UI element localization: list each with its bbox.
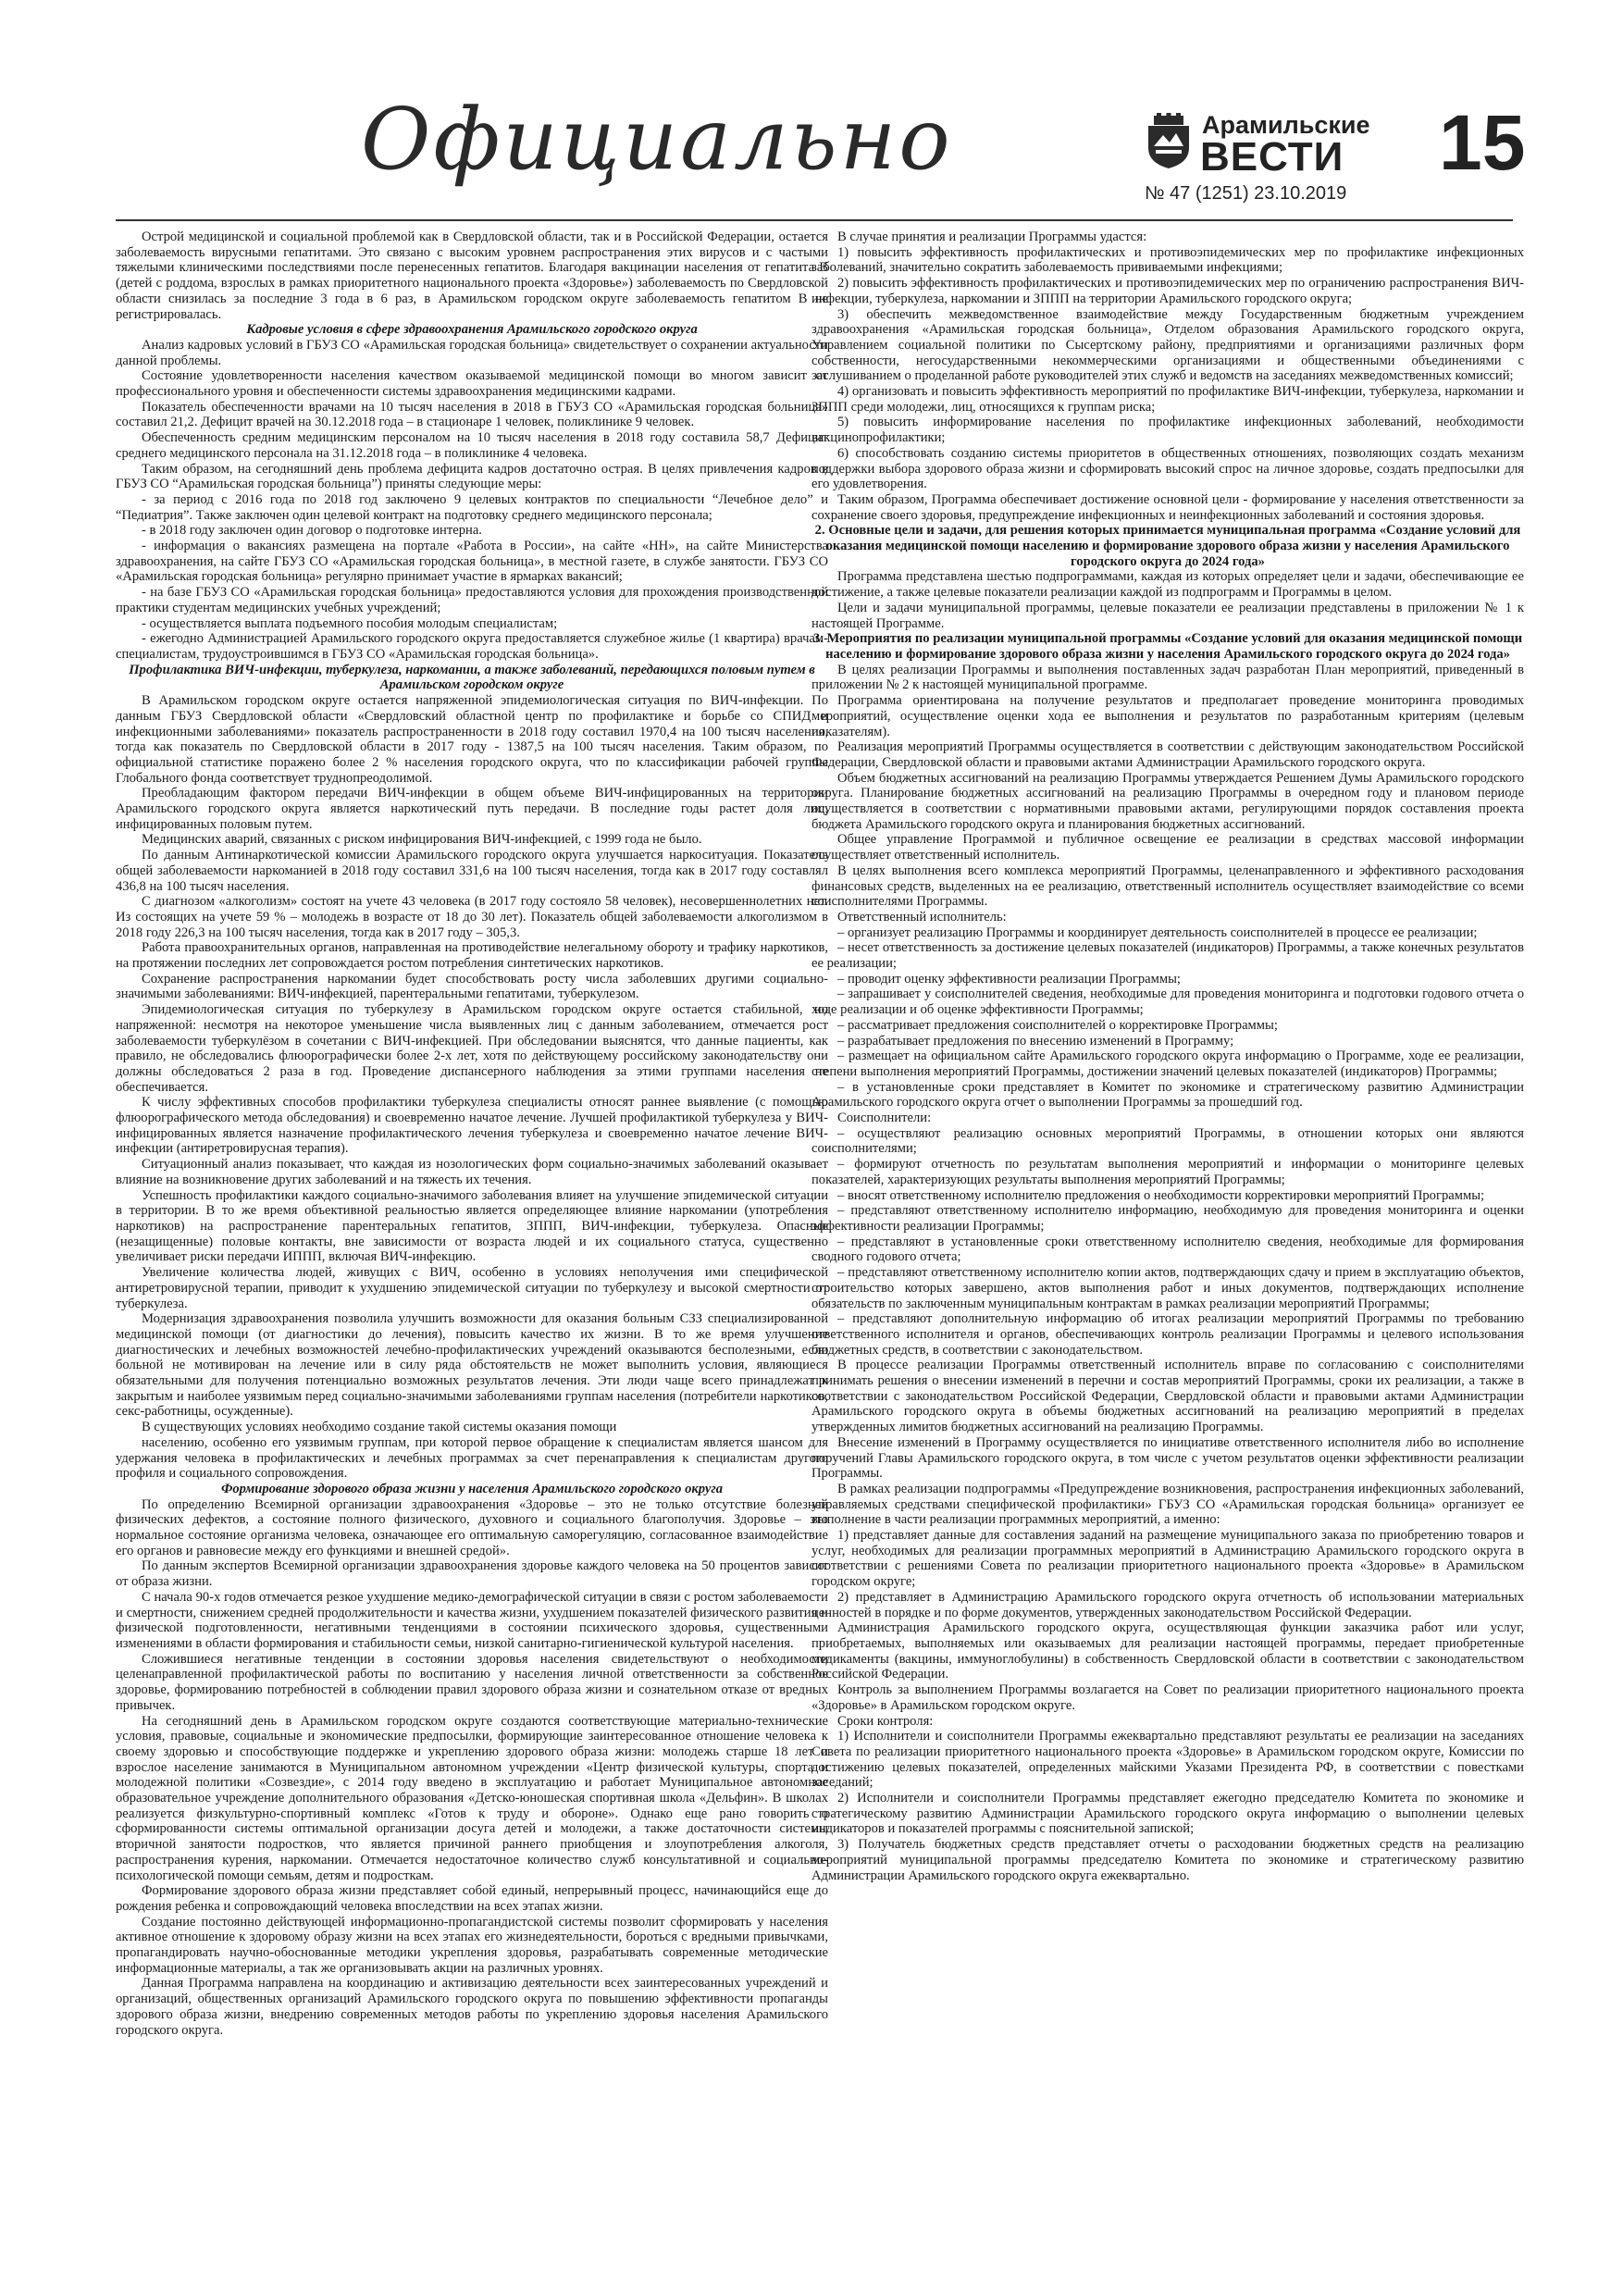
right-text-column	[812, 230, 1524, 2279]
paragraph: Внесение изменений в Программу осуществляется по инициативе ответственного исполнителя либо во исполнение поручений Главы Арамильского городского округа, в том числе с учетом результатов оценки эффективности реализации Программы.	[812, 1434, 1524, 1482]
paragraph: - осуществляется выплата подъемного пособия молодым специалистам;	[142, 615, 558, 631]
paragraph: 2) представляет в Администрацию Арамильского городского округа отчетность об использовании материальных ценностей в порядке и по форме документов, утвержденных законодательством Российской Федерации.	[812, 1589, 1524, 1620]
paragraph: Создание постоянно действующей информационно-пропагандистской системы позволит сформировать у населения активное отношение к здоровому образу жизни на всех этапах его жизнедеятельности, бороться с вредными привычками, пропагандировать научно-обоснованные методики укрепления здоровья, разрабатывать современные методические информационные материалы, а так же организовывать акции на различных уровнях.	[116, 1914, 828, 1976]
paragraph: Работа правоохранительных органов, направленная на противодействие нелегальному обороту и трафику наркотиков, на протяжении последних лет сопровождается ростом потребления синтетических наркотиков.	[116, 940, 828, 972]
paragraph: Эпидемиологическая ситуация по туберкулезу в Арамильском городском округе остается стабильной, но напряженной: несмотря на некоторое уменьшение числа выявленных лиц с данным заболеванием, отмечается рост заболеваемости туберкулёзом в сочетании с ВИЧ-инфекцией. При обследовании выяснятся, что данные пациенты, как правило, не обследовались флюорографически более 2-х лет, хотя по действующему российскому законодательству они должны обследоваться 2 раза в год. Проведение диспансерного наблюдения за этими группами населения не обеспечивается.	[116, 1002, 828, 1095]
paragraph: В целях реализации Программы и выполнения поставленных задач разработан План мероприятий, приведенный в приложении № 2 к настоящей муниципальной программе.	[812, 662, 1524, 693]
section-heading: 3. Мероприятия по реализации муниципальной программы «Создание условий для оказания медицинской помощи населению и формирование здорового образа жизни у населения Арамильского городского округа до 2024 года»	[812, 631, 1523, 662]
paragraph: – представляют ответственному исполнителю копии актов, подтверждающих сдачу и прием в эксплуатацию объектов, строительство которых завершено, актов выполнения работ и иных документов, подтверждающих исполнение обязательств по заключенным муниципальным контрактам в рамках реализации мероприятий Программы;	[812, 1265, 1524, 1311]
logo-word-small: Арамильские	[1202, 111, 1370, 139]
paragraph: – формируют отчетность по результатам выполнения мероприятий и информации о мониторинге целевых показателей, характеризующих результаты выполнения мероприятий Программы;	[812, 1157, 1524, 1187]
paragraph: 5) повысить информирование населения по профилактике инфекционных заболеваний, необходимости вакцинопрофилактики;	[812, 415, 1524, 446]
paragraph: Ситуационный анализ показывает, что каждая из нозологических форм социально-значимых заболеваний оказывает влияние на возникновение других заболеваний и на тяжесть их течения.	[116, 1157, 828, 1187]
paragraph: Увеличение количества людей, живущих с ВИЧ, особенно в условиях неполучения ими специфической антиретровирусной терапии, приводит к ухудшению эпидемической ситуации по туберкулезу и высокой смертности от туберкулеза.	[116, 1265, 828, 1311]
paragraph: Реализация мероприятий Программы осуществляется в соответствии с действующим законодательством Российской Федерации, Свердловской области и правовыми актами Администрации Арамильского городского округа.	[812, 739, 1524, 770]
paragraph: Сроки контроля:	[837, 1713, 934, 1729]
section-heading: Кадровые условия в сфере здравоохранения Арамильского городского округа	[246, 322, 698, 338]
paragraph: 2) Исполнители и соисполнители Программы представляет ежегодно председателю Комитета по экономике и стратегическому развитию Администрации Арамильского городского округа информацию о выполнении целевых индикаторов и показателей программы с пояснительной запиской;	[812, 1791, 1524, 1837]
paragraph: В Арамильском городском округе остается напряженной эпидемиологическая ситуация по ВИЧ-инфекции. По данным ГБУЗ Свердловской области «Свердловский областной центр по профилактике и борьбе со СПИД и инфекционными заболеваниями» показатель распространенности в 2018 году составил 1970,4 на 100 тысяч населения, тогда как показатель по Свердловской области в 2017 году - 1387,5 на 100 тысяч населения. Таким образом, по официальной статистике поражено более 2 % населения городского округа, что по классификации рабочей группы Глобального фонда соответствует труднопреодолимой.	[116, 693, 828, 786]
paragraph: – осуществляют реализацию основных мероприятий Программы, в отношении которых они являются соисполнителями;	[812, 1125, 1524, 1157]
paragraph: Успешность профилактики каждого социально-значимого заболевания влияет на улучшение эпидемической ситуации в территории. В то же время объективной реальностью является определяющее влияние наркомании (употребления наркотиков) на распространение парентеральных гепатитов, ЗППП, ВИЧ-инфекции, туберкулеза. Опасные (незащищенные) половые контакты, вне зависимости от возраста людей и их социального статуса, существенно увеличивает риски передачи ИППП, включая ВИЧ-инфекцию.	[116, 1187, 828, 1265]
paragraph: Острой медицинской и социальной проблемой как в Свердловской области, так и в Российской Федерации, остается заболеваемость вирусными гепатитами. Это связано с высоким уровнем распространения этих вирусов и с частыми тяжелыми клиническими последствиями после перенесенных гепатитов. Благодаря вакцинации населения от гепатита В (детей с роддома, взрослых в рамках приоритетного национального проекта «Здоровье») заболеваемость по Свердловской области снизилась за последние 3 года в 6 раз, в Арамильском городском округе заболеваемость гепатитом В не регистрировалась.	[116, 230, 828, 322]
paragraph: 2) повысить эффективность профилактических и противоэпидемических мер по ограничению распространения ВИЧ-инфекции, туберкулеза, наркомании и ЗППП на территории Арамильского городского округа;	[812, 276, 1524, 306]
paragraph: Цели и задачи муниципальной программы, целевые показатели ее реализации представлены в приложении № 1 к настоящей Программе.	[812, 600, 1524, 631]
paragraph: – размещает на официальном сайте Арамильского городского округа информацию о Программе, ходе ее реализации, степени выполнения мероприятий Программы, достижении значений целевых показателей (индикаторов) Программы;	[812, 1049, 1524, 1079]
paragraph: Таким образом, Программа обеспечивает достижение основной цели - формирование у населения ответственности за сохранение своего здоровья, предупреждение инфекционных и неинфекционных заболеваний и состояния здоровья.	[812, 491, 1524, 523]
page-header	[0, 0, 1623, 217]
paragraph: 4) организовать и повысить эффективность мероприятий по профилактике ВИЧ-инфекции, туберкулеза, наркомании и ЗППП среди молодежи, лиц, относящихся к группам риска;	[812, 384, 1524, 415]
paragraph: – представляют ответственному исполнителю информацию, необходимую для проведения мониторинга и оценки эффективности реализации Программы;	[812, 1203, 1524, 1234]
paragraph: - ежегодно Администрацией Арамильского городского округа предоставляется служебное жилье (1 квартира) врачам-специалистам, трудоустроившимся в ГБУЗ СО «Арамильская городская больница».	[116, 631, 828, 662]
paragraph: – проводит оценку эффективности реализации Программы;	[837, 971, 1181, 987]
paragraph: – несет ответственность за достижение целевых показателей (индикаторов) Программы, а также конечных результатов ее реализации;	[812, 940, 1524, 972]
paragraph: Объем бюджетных ассигнований на реализацию Программы утверждается Решением Думы Арамильского городского округа. Планирование бюджетных ассигнований на реализацию Программы в очередном году и плановом периоде осуществляется в соответствии с нормативными правовыми актами, регулирующими порядок составления проекта бюджета Арамильского городского округа и планирования бюджетных ассигнований.	[812, 770, 1524, 832]
paragraph: С начала 90-х годов отмечается резкое ухудшение медико-демографической ситуации в связи с ростом заболеваемости и смертности, снижением средней продолжительности и качества жизни, ухудшением показателей физического развития и физической подготовленности, негативными тенденциями в состоянии психического здоровья, существенными изменениями в области формирования и стабильности семьи, низкой санитарно-гигиенической культурой населения.	[116, 1589, 828, 1651]
paragraph: – в установленные сроки представляет в Комитет по экономике и стратегическому развитию Администрации Арамильского городского округа отчет о выполнении Программы за прошедший год.	[812, 1079, 1524, 1111]
paragraph: Модернизация здравоохранения позволила улучшить возможности для оказания больным СЗЗ специализированной медицинской помощи (от диагностики до лечения), повысить качество их жизни. В то же время улучшение диагностических и лечебных возможностей лечебно-профилактических учреждений оказываются бесполезными, если больной не мотивирован на лечение или в силу ряда обстоятельств не может выполнить условия, являющиеся обязательными для получения потенциально возможных результатов лечения. Эти люди чаще всего принадлежат к закрытым и наиболее уязвимым перед социально-значимыми заболеваниями группам населения (потребители наркотиков, секс-работницы, осужденные).	[116, 1311, 828, 1420]
paragraph: - в 2018 году заключен один договор о подготовке интерна.	[142, 523, 482, 539]
paragraph: Программа представлена шестью подпрограммами, каждая из которых определяет цели и задачи, обеспечивающие ее достижение, а также целевые показатели реализации каждой из подпрограмм и Программы в целом.	[812, 569, 1524, 601]
paragraph: Данная Программа направлена на координацию и активизацию деятельности всех заинтересованных учреждений и организаций, общественных организаций Арамильского городского округа по повышению эффективности пропаганды здорового образа жизни, внедрению современных методов работы по укреплению здоровья населения Арамильского городского округа.	[116, 1976, 828, 2038]
paragraph: Состояние удовлетворенности населения качеством оказываемой медицинской помощи во многом зависит от профессионального уровня и обеспеченности системы здравоохранения медицинскими кадрами.	[116, 368, 828, 400]
paragraph: По данным экспертов Всемирной организации здравоохранения здоровье каждого человека на 50 процентов зависит от образа жизни.	[116, 1558, 828, 1590]
paragraph: – представляют в установленные сроки ответственному исполнителю сведения, необходимые для формирования сводного годового отчета;	[812, 1234, 1524, 1265]
section-heading: Профилактика ВИЧ-инфекции, туберкулеза, наркомании, а также заболеваний, передающихся половым путем в Арамильском городском округе	[129, 662, 815, 693]
paragraph: По определению Всемирной организации здравоохранения «Здоровье – это не только отсутствие болезней физических дефектов, а состояние полного физического, духовного и социального благополучия. Здоровье – это нормальное состояние организма человека, означающее его оптимальную саморегуляцию, согласованное взаимодействие его органов и равновесие между его функциями и внешней средой».	[116, 1496, 828, 1558]
paragraph: Сохранение распространения наркомании будет способствовать росту числа заболевших другими социально-значимыми заболеваниями: ВИЧ-инфекцией, парентеральными гепатитами, туберкулезом.	[116, 971, 828, 1002]
paragraph: Анализ кадровых условий в ГБУЗ СО «Арамильская городская больница» свидетельствует о сохранении актуальности данной проблемы.	[116, 337, 828, 368]
section-rubric: Официально	[361, 90, 953, 189]
paragraph: Медицинских аварий, связанных с риском инфицирования ВИЧ-инфекцией, с 1999 года не было.	[142, 832, 702, 848]
paragraph: 1) повысить эффективность профилактических и противоэпидемических мер по профилактике инфекционных заболеваний, значительно сократить заболеваемость прививаемыми инфекциями;	[812, 244, 1524, 276]
paragraph: В процессе реализации Программы ответственный исполнитель вправе по согласованию с соисполнителями принимать решения о внесении изменений в перечни и состав мероприятий Программы, сроки их реализации, а также в соответствии с законодательством Российской Федерации, Свердловской области и правовыми актами Администрации Арамильского городского округа в объемы бюджетных ассигнований на реализацию мероприятий в пределах утвержденных лимитов бюджетных ассигнований на реализацию Программы.	[812, 1358, 1524, 1435]
paragraph: Обеспеченность средним медицинским персоналом на 10 тысяч населения в 2018 году составила 58,7 Дефицит среднего медицинского персонала на 31.12.2018 года – в поликлинике 4 человека.	[116, 430, 828, 461]
paragraph: - на базе ГБУЗ СО «Арамильская городская больница» предоставляются условия для прохождения производственной практики студентам медицинских учебных учреждений;	[116, 585, 828, 615]
paragraph: 1) Исполнители и соисполнители Программы ежеквартально представляют результаты ее реализации на заседаниях Совета по реализации приоритетного национального проекта «Здоровье» в Арамильском городском округе, Комиссии по достижению целевых показателей, определенных майскими Указами Президента РФ, в соответствии с повестками заседаний;	[812, 1729, 1524, 1791]
page-number: 15	[1439, 99, 1526, 186]
paragraph: Ответственный исполнитель:	[837, 909, 1007, 925]
paragraph: Сложившиеся негативные тенденции в состоянии здоровья населения свидетельствуют о необходимости целенаправленной профилактической работы по воспитанию у населения личной ответственности за собственное здоровье, формированию потребностей в соблюдении правил здорового образа жизни и сознательном отказе от вредных привычек.	[116, 1651, 828, 1713]
paragraph: 6) способствовать созданию системы приоритетов в общественных отношениях, позволяющих создать механизм поддержки выбора здорового образа жизни и сформировать высокий спрос на личное здоровье, создать предпосылки для его удовлетворения.	[812, 445, 1524, 492]
paragraph: – разрабатывает предложения по внесению изменений в Программу;	[837, 1033, 1234, 1049]
paragraph: По данным Антинаркотической комиссии Арамильского городского округа улучшается наркоситуация. Показатель общей заболеваемости наркоманией в 2018 году составил 331,6 на 100 тысяч населения, тогда как в 2017 году составлял 436,8 на 100 тысяч населения.	[116, 848, 828, 894]
paragraph: Соисполнители:	[837, 1111, 932, 1126]
paragraph: В существующих условиях необходимо создание такой системы оказания помощи	[142, 1420, 617, 1435]
paragraph: населению, особенно его уязвимым группам, при которой первое обращение к специалистам является шансом для удержания человека в профилактических и лечебных программах за счет перенаправления к специалистам другого профиля и социального сопровождения.	[116, 1434, 828, 1482]
city-emblem-icon	[1145, 113, 1193, 170]
paragraph: – рассматривает предложения соисполнителей о корректировке Программы;	[837, 1017, 1278, 1033]
paragraph: Контроль за выполнением Программы возлагается на Совет по реализации приоритетного национального проекта «Здоровье» в Арамильском городском округе.	[812, 1682, 1524, 1713]
issue-number-date: № 47 (1251) 23.10.2019	[1145, 183, 1347, 204]
paragraph: Администрация Арамильского городского округа, осуществляющая функции заказчика работ или услуг, приобретаемых, выполняемых или оказываемых для реализации настоящей программы, передает приобретенные медикаменты (вакцины, иммуноглобулины) в собственность Свердловской области в соответствии с законодательством Российской Федерации.	[812, 1620, 1524, 1682]
paragraph: Программа ориентирована на получение результатов и предполагает проведение мониторинга проводимых мероприятий, осуществление оценки хода ее выполнения и результатов по разработанным критериям (целевым показателям).	[812, 693, 1524, 739]
paragraph: Формирование здорового образа жизни представляет собой единый, непрерывный процесс, начинающийся еще до рождения ребенка и сопровождающий человека впоследствии на всех этапах жизни.	[116, 1883, 828, 1914]
paragraph: В рамках реализации подпрограммы «Предупреждение возникновения, распространения инфекционных заболеваний, управляемых средствами специфической профилактики» ГБУЗ СО «Арамильская городская больница» организует ее выполнение в части реализации программных мероприятий, а именно:	[812, 1481, 1524, 1528]
section-heading: 2. Основные цели и задачи, для решения которых принимается муниципальная программа «Создание условий для оказания медицинской помощи населению и формирование здорового образа жизни у населения Арамильского городского округа до 2024 года»	[814, 523, 1521, 569]
paragraph: 3) Получатель бюджетных средств представляет отчеты о расходовании бюджетных средств на реализацию мероприятий муниципальной программы председателю Комитета по экономике и стратегическому развитию Администрации Арамильского городского округа ежеквартально.	[812, 1837, 1524, 1883]
paragraph: На сегодняшний день в Арамильском городском округе создаются соответствующие материально-технические условия, правовые, социальные и экономические предпосылки, формирующие заинтересованное отношение человека к своему здоровью и способствующие поддержке и укреплению здорового образа жизни: молодежь старше 18 лет и взрослое население занимаются в Муниципальном автономном учреждении «Центр физической культуры, спорта и молодежной политики «Созвездие», с 2014 году введено в эксплуатацию и работает Муниципальное автономное образовательное учреждение дополнительного образования «Детско-юношеская спортивная школа «Дельфин». В школах реализуется физкультурно-спортивный комплекс «Готов к труду и обороне». Однако еще рано говорить о сформированности системы оптимальной организации досуга детей и молодежи, а также достаточности системы вторичной занятости подростков, что является причиной раннего приобщения и злоупотребления алкоголя, распространения курения, наркомании. Отмечается недостаточное количество служб консультативной и социально-психологической помощи семьям, детям и подросткам.	[116, 1713, 828, 1883]
paragraph: - за период с 2016 года по 2018 год заключено 9 целевых контрактов по специальности “Лечебное дело” и “Педиатрия”. Также заключен один целевой контракт на подготовку среднего медицинского персонала;	[116, 491, 828, 523]
paragraph: – запрашивает у соисполнителей сведения, необходимые для проведения мониторинга и подготовки годового отчета о ходе реализации и об оценке эффективности Программы;	[812, 987, 1524, 1018]
paragraph: 1) представляет данные для составления заданий на размещение муниципального заказа по приобретению товаров и услуг, необходимых для реализации программных мероприятий в Администрацию Арамильского городского округа в соответствии с решениями Совета по реализации приоритетного национального проекта «Здоровье» в Арамильском городском округе;	[812, 1528, 1524, 1590]
left-text-column	[116, 230, 828, 2279]
paragraph: Таким образом, на сегодняшний день проблема дефицита кадров достаточно острая. В целях привлечения кадров в ГБУЗ СО “Арамильская городская больница”) приняты следующие меры:	[116, 461, 828, 492]
paragraph: В случае принятия и реализации Программы удастся:	[837, 230, 1147, 244]
paragraph: Общее управление Программой и публичное освещение ее реализации в средствах массовой информации осуществляет ответственный исполнитель.	[812, 832, 1524, 863]
paragraph: - информация о вакансиях размещена на портале «Работа в России», на сайте «НН», на сайте Министерства здравоохранения, на сайте ГБУЗ СО «Арамильская городская больница», в местной газете, в службе занятости. ГБУЗ СО «Арамильская городская больница» регулярно принимает участие в ярмарках вакансий;	[116, 539, 828, 585]
section-heading: Формирование здорового образа жизни у населения Арамильского городского округа	[220, 1481, 724, 1496]
paragraph: В целях выполнения всего комплекса мероприятий Программы, целенаправленного и эффективного расходования финансовых средств, выделенных на ее реализацию, ответственный исполнитель осуществляет взаимодействие со всеми соисполнителями Программы.	[812, 863, 1524, 910]
paragraph: Преобладающим фактором передачи ВИЧ-инфекции в общем объеме ВИЧ-инфицированных на территории Арамильского городского округа является наркотический путь передачи. В последние годы растет доля лиц, инфицированных половым путем.	[116, 786, 828, 832]
paragraph: – вносят ответственному исполнителю предложения о необходимости корректировки мероприятий Программы;	[837, 1187, 1485, 1203]
header-divider	[116, 219, 1513, 221]
paragraph: С диагнозом «алкоголизм» состоят на учете 43 человека (в 2017 году состояло 58 человек), несовершеннолетних нет. Из состоящих на учете 59 % – молодежь в возрасте от 18 до 30 лет). Показатель общей заболеваемости алкоголизмом в 2018 году 226,3 на 100 тысяч населения, тогда как в 2017 году – 305,3.	[116, 894, 828, 940]
paragraph: – организует реализацию Программы и координирует деятельность соисполнителей в процессе ее реализации;	[837, 925, 1478, 940]
paragraph: Показатель обеспеченности врачами на 10 тысяч населения в 2018 в ГБУЗ СО «Арамильская городская больница» составил 21,2. Дефицит врачей на 30.12.2018 года – в стационаре 1 человек, поликлинике 9 человек.	[116, 399, 828, 430]
paragraph: К числу эффективных способов профилактики туберкулеза специалисты относят раннее выявление (с помощью флюорографического метода обследования) и своевременно начатое лечение. Лучшей профилактикой туберкулеза у ВИЧ-инфицированных является назначение профилактического лечения туберкулеза и своевременно начатое лечение ВИЧ-инфекции (антиретровирусная терапия).	[116, 1095, 828, 1157]
logo-word-big: ВЕСТИ	[1200, 134, 1344, 180]
paragraph: – представляют дополнительную информацию об итогах реализации мероприятий Программы по требованию ответственного исполнителя и органов, обеспечивающих контроль реализации Программы и целевого использования бюджетных средств, в соответствии с законодательством.	[812, 1311, 1524, 1358]
paragraph: 3) обеспечить межведомственное взаимодействие между Государственным бюджетным учреждением здравоохранения «Арамильская городская больница», Отделом образования Арамильского городского округа, Управлением социальной политики по Сысертскому району, предприятиями и организациями различных форм собственности, негосударственными некоммерческими организациями и общественными объединениями с заслушиванием о проделанной работе руководителей этих служб и ведомств на заседаниях межведомственных комиссий;	[812, 306, 1524, 384]
newspaper-logo	[1145, 109, 1370, 183]
